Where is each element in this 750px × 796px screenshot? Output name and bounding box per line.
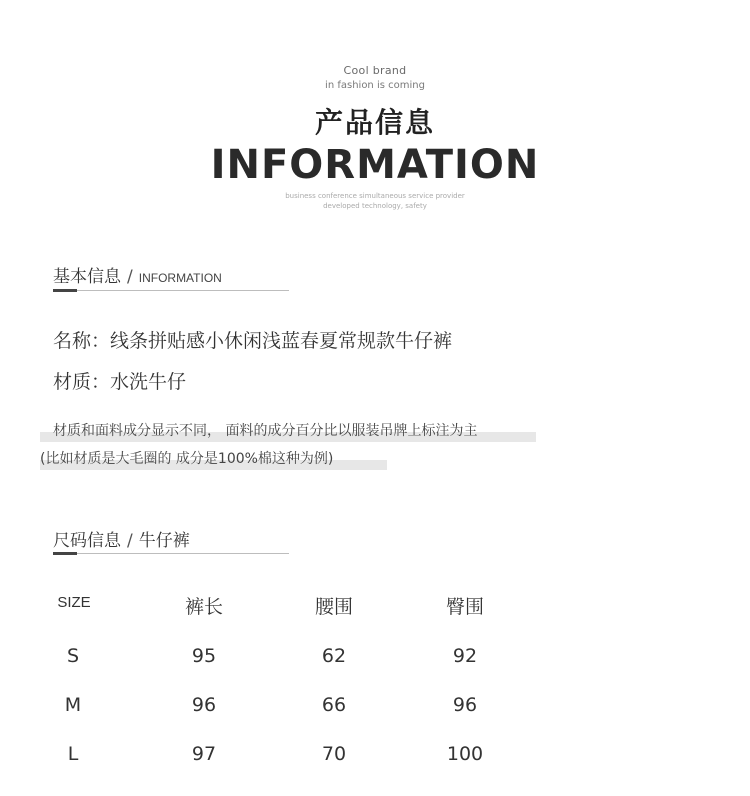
page-title-cn: 产品信息 [314,106,435,139]
product-material: 材质：水洗牛仔 [53,371,187,393]
section-divider-accent [53,552,77,555]
fine-print-line2: developed technology, safety [323,202,427,210]
table-cell-size: L [67,743,79,765]
table-cell-length: 95 [191,645,217,667]
table-header-length: 裤长 [184,596,223,618]
table-cell-hip: 92 [452,645,478,667]
fine-print-line1: business conference simultaneous service provider [285,192,465,200]
table-header-hip: 臀围 [445,596,484,618]
material-note-line2: (比如材质是大毛圈的 成分是100%棉这种为例) [40,451,334,467]
brand-subtagline: in fashion is coming [325,80,425,91]
table-cell-waist: 70 [321,743,347,765]
table-header-size: SIZE [57,594,91,611]
basic-info-heading-cn: 基本信息 [53,267,121,287]
section-divider [53,553,289,554]
basic-info-heading-en: INFORMATION [138,271,222,285]
heading-slash: / [127,267,133,287]
size-info-heading-cn: 尺码信息 [53,531,121,551]
section-divider-accent [53,289,77,292]
table-cell-hip: 96 [452,694,478,716]
brand-tagline: Cool brand [343,64,407,77]
material-note-line1: 材质和面料成分显示不同， 面料的成分百分比以服装吊牌上标注为主 [53,423,478,439]
product-name: 名称：线条拼贴感小休闲浅蓝春夏常规款牛仔裤 [53,330,453,352]
table-cell-waist: 62 [321,645,347,667]
table-cell-hip: 100 [446,743,484,765]
table-cell-size: S [66,645,80,667]
table-cell-size: M [64,694,82,716]
table-cell-length: 96 [191,694,217,716]
size-info-heading-sub: 牛仔裤 [138,531,190,551]
page-title-en: INFORMATION [210,142,540,188]
table-cell-waist: 66 [321,694,347,716]
heading-slash: / [127,531,133,551]
section-divider [53,290,289,291]
basic-info-heading [53,262,222,287]
size-info-heading [53,526,190,551]
table-header-waist: 腰围 [314,596,353,618]
table-cell-length: 97 [191,743,217,765]
